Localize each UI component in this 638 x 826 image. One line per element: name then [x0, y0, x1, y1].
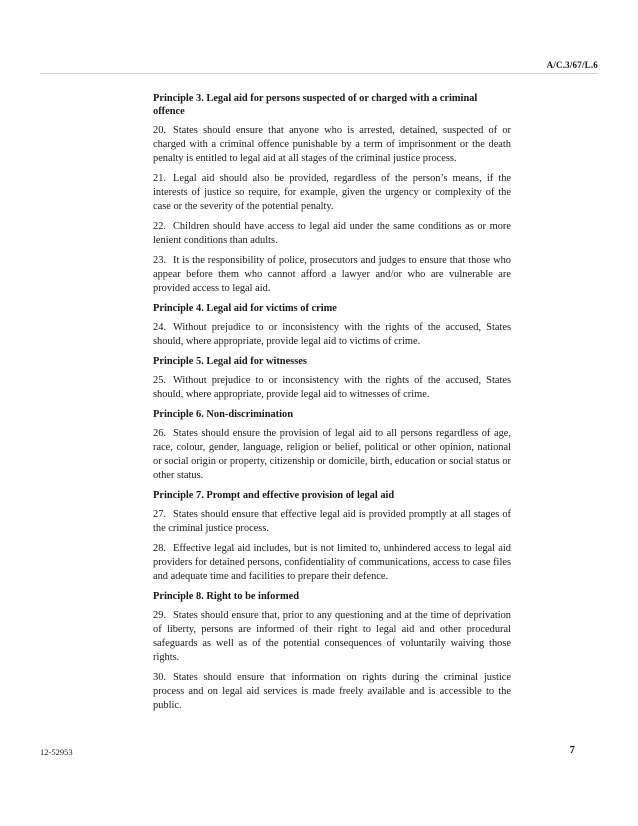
paragraph: [153, 508, 511, 536]
section-principle-5: [153, 355, 511, 402]
paragraph-number: 26.: [153, 428, 166, 439]
paragraph-text: Effective legal aid includes, but is not limited to, unhindered access to legal aid providers for detained persons, confidentiality of communications, access to case files and adequate time and facilities to prepare their defence.: [153, 543, 511, 582]
header-rule: [40, 73, 598, 74]
paragraph-number: 20.: [153, 125, 166, 136]
page-number: 7: [569, 744, 575, 756]
section-heading: Principle 7. Prompt and effective provision of legal aid: [153, 490, 395, 501]
paragraph-text: Children should have access to legal aid under the same conditions as or more lenient conditions than adults.: [153, 221, 511, 246]
document-body: [153, 92, 511, 719]
paragraph: [153, 220, 511, 248]
paragraph-text: States should ensure that anyone who is arrested, detained, suspected of or charged with a criminal offence punishable by a term of imprisonment or the death penalty is entitled to legal aid at all stages of the criminal justice process.: [153, 125, 511, 164]
paragraph-number: 24.: [153, 322, 166, 333]
paragraph-number: 21.: [153, 173, 166, 184]
paragraph: [153, 609, 511, 665]
document-symbol: A/C.3/67/L.6: [546, 60, 598, 70]
paragraph: [153, 254, 511, 296]
paragraph-text: States should ensure the provision of legal aid to all persons regardless of age, race, colour, gender, language, religion or belief, political or other opinion, national or social origin or property, citizenship or domicile, birth, education or social status or other status.: [153, 428, 511, 481]
paragraph-text: Legal aid should also be provided, regardless of the person’s means, if the interests of justice so require, for example, given the urgency or complexity of the case or the severity of the potential penalty.: [153, 173, 511, 212]
section-principle-4: [153, 302, 511, 349]
section-heading: Principle 8. Right to be informed: [153, 591, 300, 602]
section-heading: Principle 6. Non-discrimination: [153, 409, 293, 420]
paragraph: [153, 427, 511, 483]
paragraph-number: 22.: [153, 221, 166, 232]
paragraph: [153, 124, 511, 166]
paragraph-number: 25.: [153, 375, 166, 386]
paragraph: [153, 374, 511, 402]
paragraph-number: 27.: [153, 509, 166, 520]
section-principle-6: [153, 408, 511, 483]
footer-document-code: 12-52953: [40, 747, 73, 757]
paragraph-number: 23.: [153, 255, 166, 266]
paragraph-text: States should ensure that, prior to any questioning and at the time of deprivation of liberty, persons are informed of their right to legal aid and other procedural safeguards as well as of the potential consequences of voluntarily waiving those rights.: [153, 610, 511, 663]
section-heading: Principle 5. Legal aid for witnesses: [153, 356, 307, 367]
paragraph: [153, 172, 511, 214]
section-principle-3: [153, 92, 511, 296]
paragraph-number: 28.: [153, 543, 166, 554]
paragraph-text: Without prejudice to or inconsistency with the rights of the accused, States should, where appropriate, provide legal aid to witnesses of crime.: [153, 375, 511, 400]
paragraph-text: Without prejudice to or inconsistency with the rights of the accused, States should, where appropriate, provide legal aid to victims of crime.: [153, 322, 511, 347]
section-principle-8: [153, 590, 511, 713]
paragraph: [153, 671, 511, 713]
section-heading: Principle 4. Legal aid for victims of crime: [153, 303, 337, 314]
paragraph: [153, 542, 511, 584]
section-principle-7: [153, 489, 511, 584]
paragraph-text: It is the responsibility of police, prosecutors and judges to ensure that those who appear before them who cannot afford a lawyer and/or who are vulnerable are provided access to legal aid.: [153, 255, 511, 294]
paragraph-number: 29.: [153, 610, 166, 621]
section-heading: Principle 3. Legal aid for persons suspected of or charged with a criminal offence: [153, 93, 478, 117]
paragraph-number: 30.: [153, 672, 166, 683]
paragraph: [153, 321, 511, 349]
paragraph-text: States should ensure that information on rights during the criminal justice process and on legal aid services is made freely available and is accessible to the public.: [153, 672, 511, 711]
paragraph-text: States should ensure that effective legal aid is provided promptly at all stages of the criminal justice process.: [153, 509, 511, 534]
